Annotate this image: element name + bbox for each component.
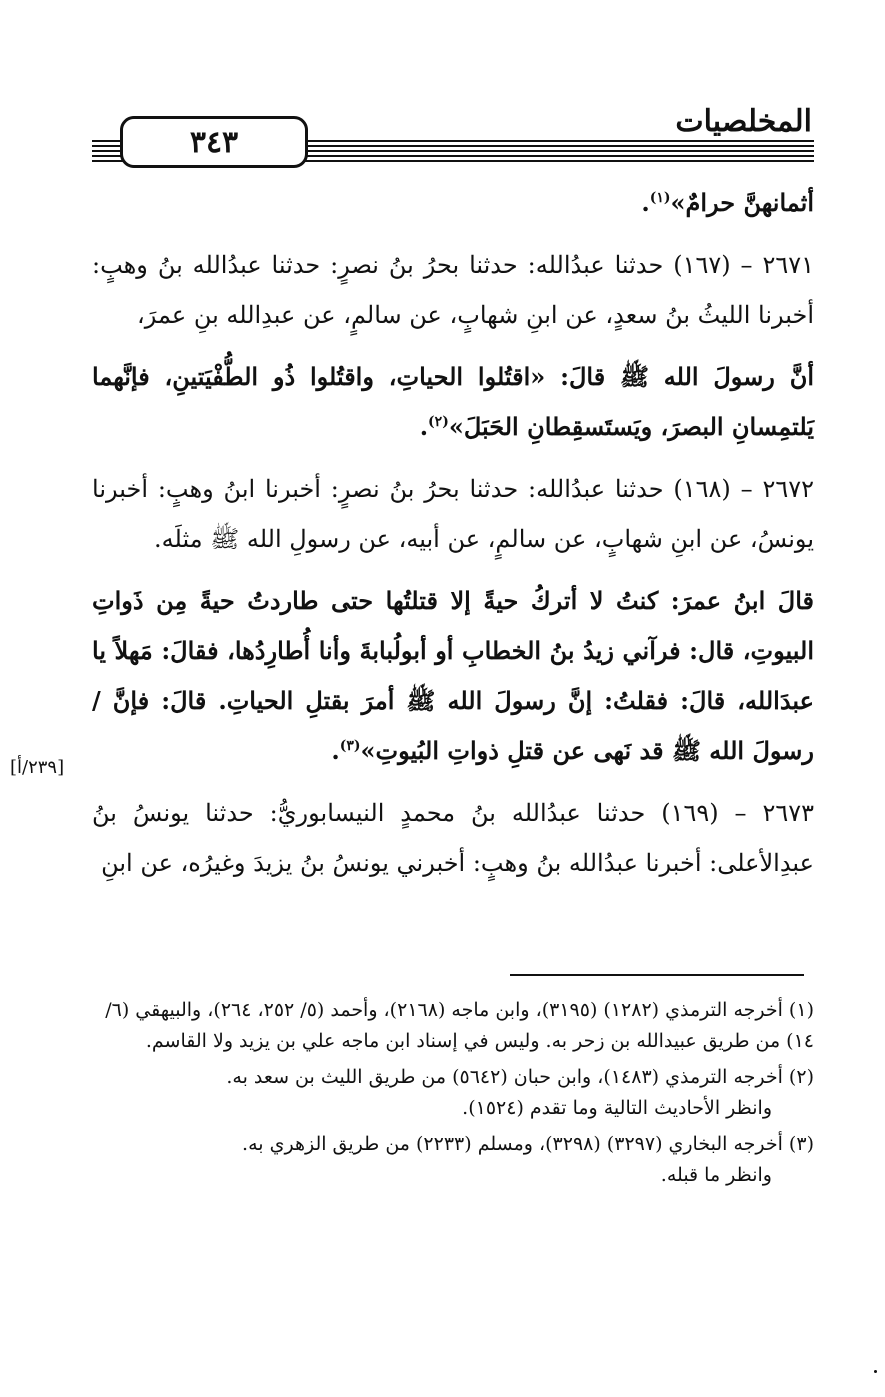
footnotes	[92, 995, 814, 1196]
hadith-2672-isnad: ٢٦٧٢ – (١٦٨) حدثنا عبدُالله: حدثنا بحرُ بنُ نصرٍ: أخبرنا ابنُ وهبٍ: أخبرنا يونسُ، عن ابنِ شهابٍ، عن سالمٍ، عن أبيه، عن رسولِ الله ﷺ مثلَه.	[92, 475, 814, 553]
footnote-ref-1: (١)	[649, 190, 671, 206]
hadith-2672-matn: قالَ ابنُ عمرَ: كنتُ لا أتركُ حيةً إلا قتلتُها حتى طاردتُ حيةً مِن ذَواتِ البيوتِ، قال: فرآني زيدُ بنُ الخطابِ أو أبولُبابةَ وأنا أُطارِدُها، فقالَ: مَهلاً يا عبدَالله، قالَ: فقلتُ: إنَّ رسولَ الله ﷺ أمرَ بقتلِ الحياتِ. قالَ: فإنَّ / رسولَ الله ﷺ قد نَهى عن قتلِ ذواتِ البُيوتِ»$^{(٣)}$.	[92, 586, 814, 765]
book-title: المخلصيات	[675, 104, 812, 139]
footnote-ref-3: (٣)	[339, 738, 361, 754]
corner-mark	[874, 1370, 877, 1373]
footnote-1: (١) أخرجه الترمذي (١٢٨٢) (٣١٩٥)، وابن ماجه (٢١٦٨)، وأحمد (٥/ ٢٥٢، ٢٦٤)، والبيهقي (٦/ ١٤) من طريق عبيدالله بن زحر به. وليس في إسناد ابن ماجه علي بن يزيد ولا القاسم.	[105, 999, 814, 1052]
hadith-2673-isnad: ٢٦٧٣ – (١٦٩) حدثنا عبدُالله بنُ محمدٍ النيسابوريُّ: حدثنا يونسُ بنُ عبدِالأعلى: أخبرنا عبدُالله بنُ وهبٍ: أخبرني يونسُ بنُ يزيدَ وغيرُه، عن ابنِ	[92, 799, 814, 877]
page-number: ٣٤٣	[189, 124, 239, 160]
hadith-2671-matn: أنَّ رسولَ الله ﷺ قالَ: «اقتُلوا الحياتِ، واقتُلوا ذُو الطُّفْيَتينِ، فإنَّهما يَلتمِسانِ البصرَ، ويَستَسقِطانِ الحَبَلَ»$^{(٢)}$.	[92, 362, 814, 441]
page-header	[92, 100, 814, 170]
page-number-box	[120, 116, 308, 168]
hadith-2671-isnad: ٢٦٧١ – (١٦٧) حدثنا عبدُالله: حدثنا بحرُ بنُ نصرٍ: حدثنا عبدُالله بنُ وهبٍ: أخبرنا الليثُ بنُ سعدٍ، عن ابنِ شهابٍ، عن سالمٍ، عن عبدِالله بنِ عمرَ،	[92, 251, 814, 329]
footnote-ref-2: (٢)	[428, 414, 449, 430]
paragraph-1: أثمانهنَّ حرامٌ»$^{(١)}$.	[641, 188, 814, 217]
footnote-3: (٣) أخرجه البخاري (٣٢٩٧) (٣٢٩٨)، ومسلم (٢٢٣٣) من طريق الزهري به. وانظر ما قبله.	[242, 1133, 814, 1186]
main-text	[92, 178, 814, 900]
footnote-2: (٢) أخرجه الترمذي (١٤٨٣)، وابن حبان (٥٦٤٢) من طريق الليث بن سعد به. وانظر الأحاديث التالية وما تقدم (١٥٢٤).	[226, 1066, 814, 1119]
manuscript-folio-note: [٢٣٩/أ]	[10, 757, 65, 778]
footnote-separator	[510, 974, 804, 976]
